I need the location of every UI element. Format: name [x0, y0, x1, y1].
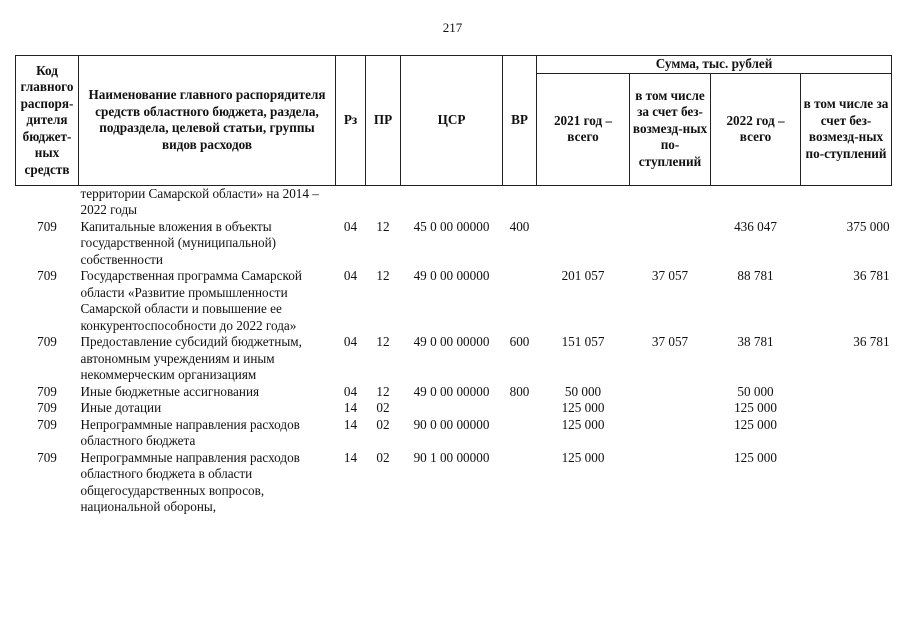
cell-rz: 04: [343, 218, 358, 234]
cell-2021: 50 000: [564, 383, 602, 399]
cell-2021: [537, 185, 630, 219]
cell-vr: [503, 417, 537, 450]
cell-2021: 125 000: [561, 416, 605, 432]
cell-name: территории Самарской области» на 2014 – 2022 годы: [80, 185, 319, 217]
cell-2022-free: 36 781: [853, 268, 890, 283]
header-2022-free: в том числе за счет без-возмезд-ных по-ступлений: [801, 73, 892, 185]
cell-code: 709: [37, 400, 57, 415]
table-header: [16, 56, 892, 186]
cell-name: Иные дотации: [80, 400, 162, 415]
cell-code: 709: [37, 268, 57, 283]
cell-code: 709: [37, 416, 57, 432]
cell-2021: 125 000: [561, 449, 605, 465]
cell-2021: 125 000: [561, 400, 605, 415]
cell-pr: 02: [376, 400, 390, 415]
cell-csr: [401, 185, 503, 219]
budget-table: [15, 55, 892, 516]
table-row: [16, 400, 892, 417]
cell-2021-free: [630, 219, 711, 269]
cell-csr: [401, 400, 503, 417]
header-csr: ЦСР: [401, 56, 503, 186]
table-row: [16, 450, 892, 516]
cell-rz: 14: [343, 400, 358, 415]
cell-2022: [711, 185, 801, 219]
cell-2021-free: 37 057: [651, 334, 689, 349]
cell-code: 709: [37, 218, 57, 234]
cell-2022-free: [801, 185, 892, 219]
cell-2021-free: 37 057: [651, 268, 689, 283]
cell-vr: [503, 450, 537, 516]
cell-csr: 49 0 00 00000: [413, 383, 490, 399]
cell-2021: 151 057: [561, 334, 605, 349]
header-2021-free: в том числе за счет без-возмезд-ных по-ступлений: [630, 73, 711, 185]
cell-2022: 50 000: [737, 383, 774, 399]
cell-2021-free: [630, 384, 711, 401]
cell-pr: 12: [376, 334, 390, 349]
cell-code: 709: [37, 383, 57, 399]
cell-2022-free: [801, 400, 892, 417]
cell-pr: 12: [376, 268, 390, 283]
cell-pr: 12: [376, 383, 390, 399]
header-pr: ПР: [366, 56, 401, 186]
cell-vr: [503, 268, 537, 334]
cell-csr: 90 1 00 00000: [413, 449, 490, 465]
cell-2022-free: 375 000: [846, 218, 890, 234]
cell-2022: 436 047: [734, 218, 777, 234]
cell-code: 709: [37, 334, 57, 349]
header-name: Наименование главного распорядителя средств областного бюджета, раздела, подраздела, целевой статьи, группы видов расходов: [79, 56, 336, 186]
cell-name: Капитальные вложения в объекты государственной (муниципальной) собственности: [80, 218, 277, 267]
cell-2022: 88 781: [737, 268, 774, 283]
page-number: 217: [442, 20, 463, 35]
cell-rz: 14: [343, 416, 358, 432]
table-row: [16, 384, 892, 401]
cell-name: Иные бюджетные ассигнования: [80, 383, 260, 399]
cell-vr: 400: [509, 218, 530, 234]
cell-2022-free: [801, 450, 892, 516]
cell-name: Непрограммные направления расходов областного бюджета в области общегосударственных вопросов, национальной обороны,: [80, 449, 300, 514]
cell-2021-free: [630, 185, 711, 219]
cell-2021-free: [630, 450, 711, 516]
table-row: [16, 417, 892, 450]
cell-2022-free: 36 781: [853, 334, 890, 349]
header-2022-total: 2022 год – всего: [711, 73, 801, 185]
cell-2021-free: [630, 400, 711, 417]
table-row: [16, 219, 892, 269]
cell-vr: 800: [509, 383, 530, 399]
cell-2022: 125 000: [734, 416, 777, 432]
cell-csr: 49 0 00 00000: [413, 268, 490, 283]
cell-rz: 14: [343, 449, 358, 465]
table-row: [16, 268, 892, 334]
table-row: [16, 185, 892, 219]
cell-pr: [366, 185, 401, 219]
cell-2022-free: [801, 384, 892, 401]
cell-2021: [537, 219, 630, 269]
cell-rz: 04: [343, 268, 358, 283]
cell-csr: 90 0 00 00000: [413, 416, 490, 432]
cell-2022-free: [801, 417, 892, 450]
cell-2021: 201 057: [561, 268, 605, 283]
cell-vr: [503, 400, 537, 417]
header-rz: Рз: [336, 56, 366, 186]
cell-2022: 38 781: [737, 334, 774, 349]
cell-2022: 125 000: [734, 400, 777, 415]
cell-rz: [336, 185, 366, 219]
header-sum-group: Сумма, тыс. рублей: [537, 56, 892, 74]
header-2021-total: 2021 год – всего: [537, 73, 630, 185]
cell-vr: 600: [509, 334, 530, 349]
cell-rz: 04: [343, 383, 358, 399]
cell-pr: 02: [376, 416, 390, 432]
cell-rz: 04: [343, 334, 358, 349]
cell-2022: 125 000: [734, 449, 777, 465]
cell-name: Предоставление субсидий бюджетным, автономным учреждениям и иным некоммерческим организациям: [80, 334, 302, 382]
cell-2021-free: [630, 417, 711, 450]
cell-code: [16, 185, 79, 219]
cell-pr: 02: [376, 449, 390, 465]
table-row: [16, 334, 892, 384]
cell-name: Государственная программа Самарской области «Развитие промышленности Самарской области и повышение ее конкурентоспособности до 2022 года»: [80, 268, 302, 333]
cell-pr: 12: [376, 218, 390, 234]
cell-vr: [503, 185, 537, 219]
cell-code: 709: [37, 449, 57, 465]
cell-csr: 49 0 00 00000: [413, 334, 490, 349]
header-vr: ВР: [503, 56, 537, 186]
header-code: Код главного распоря-дителя бюджет-ных средств: [16, 56, 79, 186]
cell-name: Непрограммные направления расходов областного бюджета: [80, 416, 300, 448]
cell-csr: 45 0 00 00000: [413, 218, 490, 234]
